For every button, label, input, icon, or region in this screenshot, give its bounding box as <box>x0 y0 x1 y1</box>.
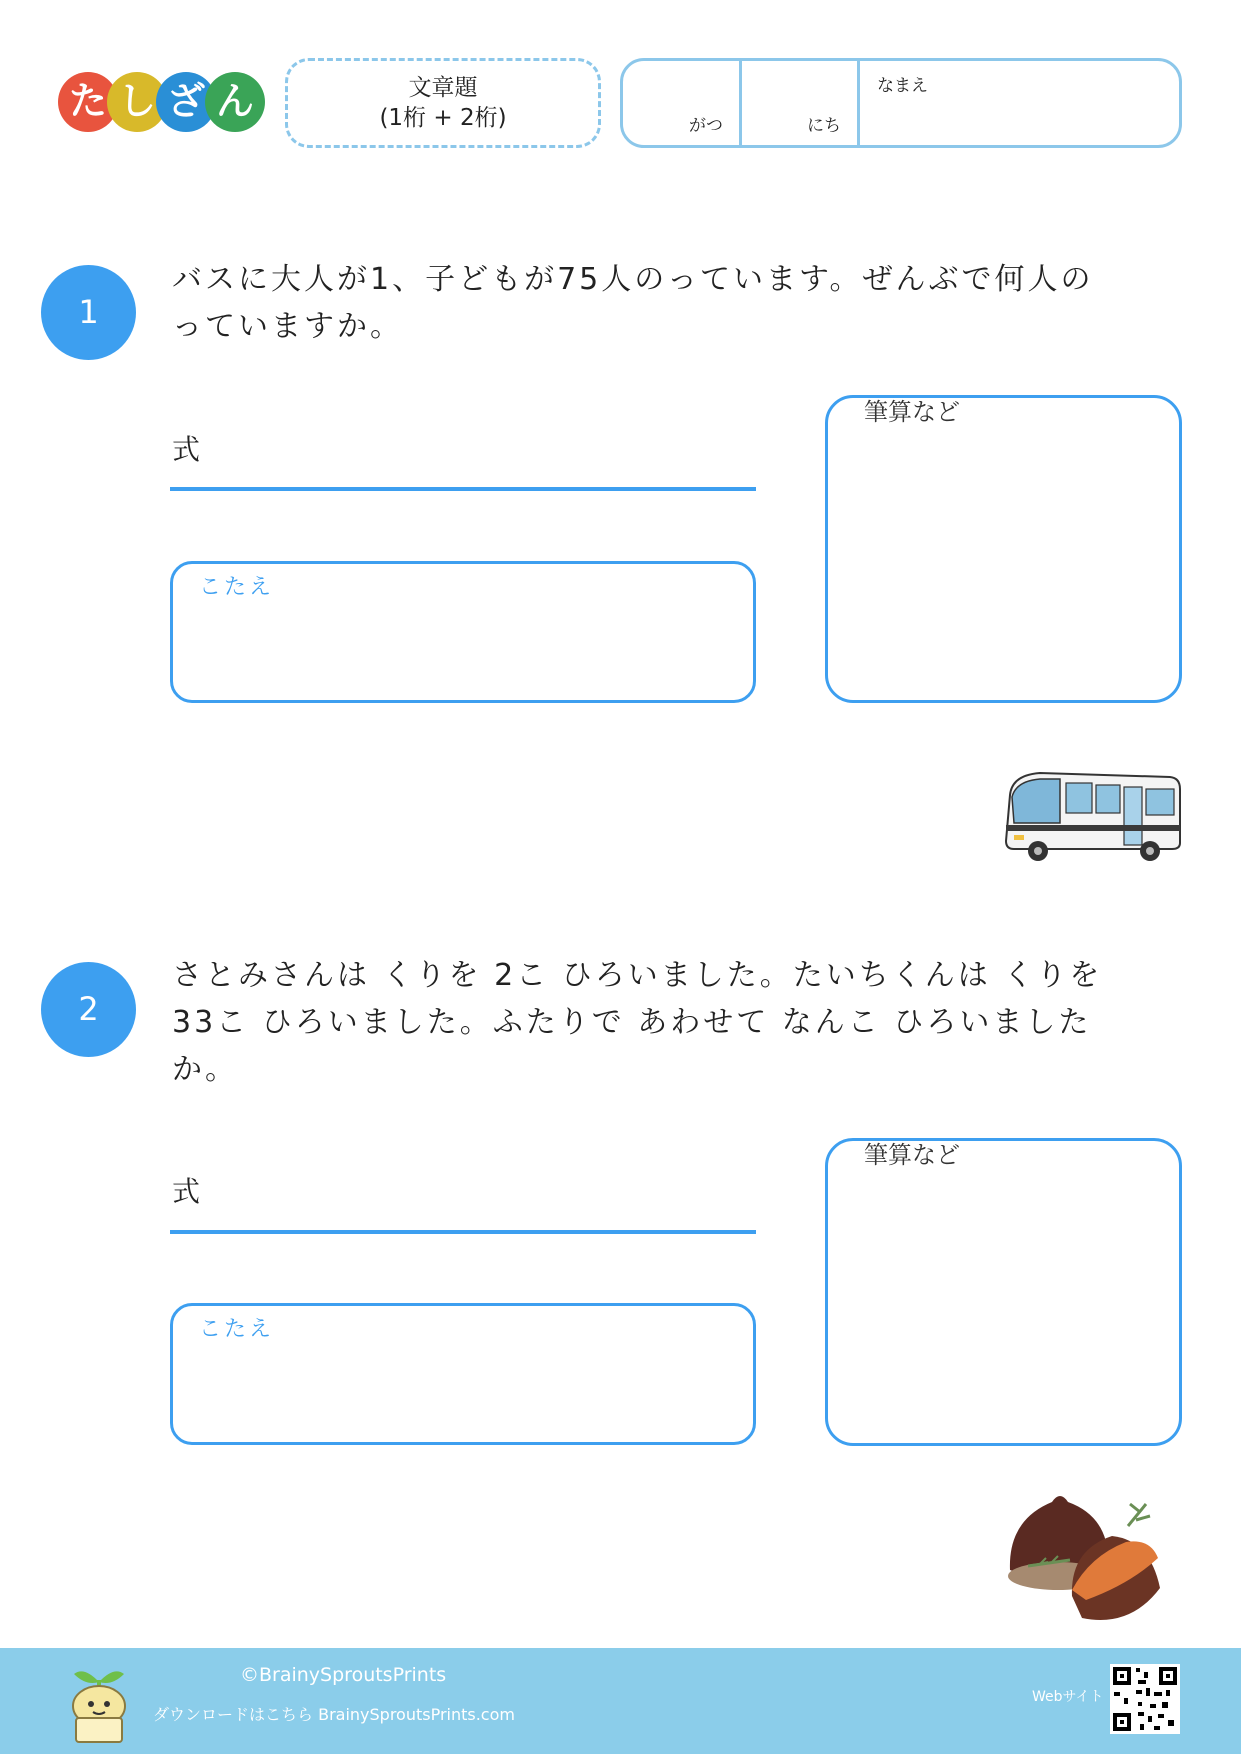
kotae-box <box>170 1303 756 1445</box>
shiki-answer-line <box>170 1230 756 1234</box>
qr-code-icon[interactable] <box>1110 1664 1180 1734</box>
hissan-box <box>825 1138 1182 1446</box>
logo-char-shi: し <box>107 72 167 132</box>
question-line: さとみさんは くりを 2こ ひろいました。たいちくんは くりを <box>172 958 1103 993</box>
worksheet-title <box>285 58 601 148</box>
hissan-label: 筆算など <box>864 398 960 426</box>
sprout-mascot-icon <box>66 1662 132 1744</box>
logo <box>58 72 270 136</box>
shiki-label: 式 <box>172 1175 201 1208</box>
title-line-2: (1桁 + 2桁) <box>379 105 507 131</box>
date-name-box <box>620 58 1182 148</box>
logo-char-n: ん <box>205 72 265 132</box>
hissan-box <box>825 395 1182 703</box>
website-label: Webサイト <box>1032 1689 1104 1705</box>
chestnut-illustration <box>1000 1480 1182 1630</box>
divider <box>739 61 742 145</box>
divider <box>857 61 860 145</box>
month-label: がつ <box>689 116 723 136</box>
kotae-label: こたえ <box>199 1317 275 1342</box>
name-label: なまえ <box>877 76 928 96</box>
bus-illustration <box>1000 765 1182 863</box>
problem-1-question <box>172 256 1172 350</box>
copyright-text: ©BrainySproutsPrints <box>240 1664 447 1686</box>
problem-number-1: 1 <box>41 265 136 360</box>
hissan-label: 筆算など <box>864 1141 960 1169</box>
footer <box>0 1648 1241 1754</box>
question-line: っていますか。 <box>172 309 403 344</box>
problem-number-2: 2 <box>41 962 136 1057</box>
logo-char-za: ざ <box>156 72 216 132</box>
problem-2-question <box>172 952 1172 1093</box>
kotae-label: こたえ <box>199 575 275 600</box>
question-line: バスに大人が1、子どもが75人のっています。ぜんぶで何人の <box>172 262 1094 297</box>
logo-char-ta: た <box>58 72 118 132</box>
question-line: か。 <box>172 1052 238 1087</box>
shiki-label: 式 <box>172 433 201 466</box>
day-label: にち <box>807 116 841 136</box>
shiki-answer-line <box>170 487 756 491</box>
title-line-1: 文章題 <box>408 75 478 101</box>
kotae-box <box>170 561 756 703</box>
download-link-text[interactable]: ダウンロードはこちら BrainySproutsPrints.com <box>153 1705 515 1724</box>
question-line: 33こ ひろいました。ふたりで あわせて なんこ ひろいました <box>172 1005 1092 1040</box>
